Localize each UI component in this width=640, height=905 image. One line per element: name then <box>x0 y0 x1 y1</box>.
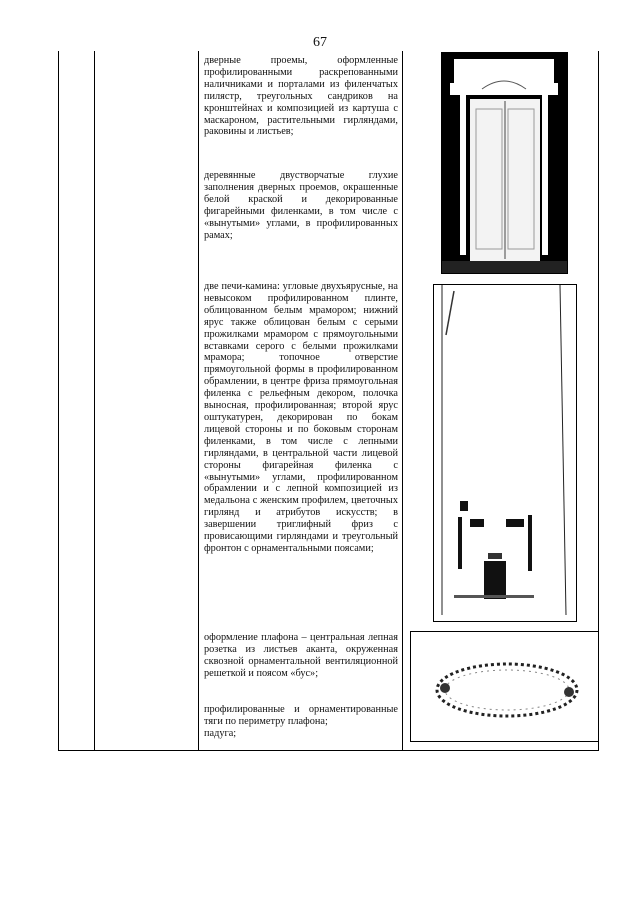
table-divider-1 <box>94 51 95 751</box>
ceiling-text: оформление плафона – центральная лепная розетка из листьев аканта, окруженная сквозной орнаментальной вентиляционной решеткой и поясом «бус»; <box>204 632 398 679</box>
ceiling-rosette-image <box>411 632 598 741</box>
description-cove <box>204 728 398 740</box>
fireplace-image <box>434 285 576 621</box>
moldings-text: профилированные и орнаментированные тяги по периметру плафона; <box>204 704 398 727</box>
cove-text: падуга; <box>204 728 237 739</box>
table-divider-2 <box>198 51 199 751</box>
ceiling-rosette-photo <box>410 631 599 742</box>
table-border-left <box>58 51 59 751</box>
table-divider-3 <box>402 51 403 751</box>
fireplace-photo <box>433 284 577 622</box>
fireplaces-text: две печи-камина: угловые двухъярусные, на невысоком профилированном плинте, облицованном белым мрамором; нижний ярус также облицован белым с серыми прожилками мрамором с прямоугольными вставками серого с белыми прожилками мрамора; топочное отверстие прямоугольной формы в профилированном обрамлении, в центре фриза прямоугольная филенка с рельефным декором, полочка выносная, профилированная; второй ярус оштукатурен, декорирован по бокам лицевой стороны и по боковым сторонам филенками, в том числе с лепными гирляндами, в центральной части лицевой стороны фигарейная филенка с «вынутыми» углами, профилированном обрамлении и с лепной композицией из медальона с женским профилем, цветочных гирлянд и атрибутов искусств; в завершении триглифный фриз с провисающими гирляндами и треугольный фронтон с орнаментальными поясами; <box>204 281 398 554</box>
table-bottom-border <box>58 750 599 751</box>
description-ceiling <box>204 632 398 680</box>
description-doorways <box>204 55 398 138</box>
description-fireplaces <box>204 281 398 555</box>
doorways-text: дверные проемы, оформленные профилированными раскрепованными наличниками и порталами из филенчатых пилястр, треугольных сандриков на кронштейнах и композицией из картуша с маскароном, растительными гирляндами, раковины и листьев; <box>204 55 398 138</box>
door-portal-image <box>442 53 567 273</box>
door-leaves-text: деревянные двустворчатые глухие заполнения дверных проемов, окрашенные белой краской и декорированные фигарейными филенками, в том числе с «вынутыми» углами, в профилированных рамах; <box>204 170 398 241</box>
page-number: 67 <box>313 35 327 50</box>
description-moldings <box>204 704 398 728</box>
description-door-leaves <box>204 170 398 241</box>
door-portal-photo <box>441 52 568 274</box>
